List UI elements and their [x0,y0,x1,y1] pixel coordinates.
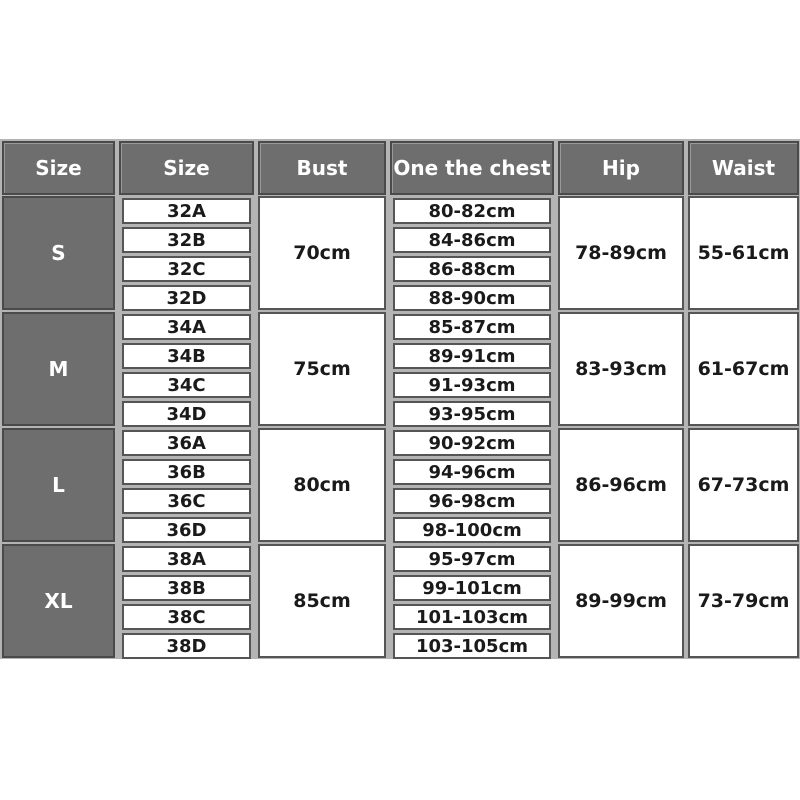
cup-size-cell: 34D [122,401,251,427]
header-chest: One the chest [390,141,554,195]
cup-size-cell: 38A [122,546,251,572]
cup-size-cell: 38B [122,575,251,601]
cup-size-cell: 34A [122,314,251,340]
cup-size-cell: 32C [122,256,251,282]
bust-cell: 75cm [258,312,386,426]
chest-cell: 95-97cm [393,546,551,572]
cup-size-cell: 32B [122,227,251,253]
chest-cell: 103-105cm [393,633,551,659]
chest-cell: 80-82cm [393,198,551,224]
cup-size-cell: 38C [122,604,251,630]
size-label: S [2,196,115,310]
hip-cell: 83-93cm [558,312,684,426]
cup-size-cell: 36D [122,517,251,543]
size-chart-table [0,139,800,659]
chest-cell: 84-86cm [393,227,551,253]
bust-cell: 80cm [258,428,386,542]
waist-cell: 67-73cm [688,428,799,542]
chest-cell: 90-92cm [393,430,551,456]
chest-cell: 85-87cm [393,314,551,340]
chest-cell: 93-95cm [393,401,551,427]
header-size: Size [2,141,115,195]
waist-cell: 61-67cm [688,312,799,426]
size-label: M [2,312,115,426]
chest-cell: 88-90cm [393,285,551,311]
waist-cell: 73-79cm [688,544,799,658]
size-label: XL [2,544,115,658]
cup-size-cell: 36B [122,459,251,485]
chest-cell: 89-91cm [393,343,551,369]
cup-size-cell: 36A [122,430,251,456]
chest-cell: 101-103cm [393,604,551,630]
cup-size-cell: 34B [122,343,251,369]
chest-cell: 91-93cm [393,372,551,398]
chest-cell: 99-101cm [393,575,551,601]
bust-cell: 85cm [258,544,386,658]
chest-cell: 96-98cm [393,488,551,514]
header-bust: Bust [258,141,386,195]
chest-cell: 86-88cm [393,256,551,282]
size-label: L [2,428,115,542]
cup-size-cell: 38D [122,633,251,659]
chest-cell: 98-100cm [393,517,551,543]
hip-cell: 86-96cm [558,428,684,542]
header-waist: Waist [688,141,799,195]
waist-cell: 55-61cm [688,196,799,310]
hip-cell: 89-99cm [558,544,684,658]
hip-cell: 78-89cm [558,196,684,310]
chest-cell: 94-96cm [393,459,551,485]
cup-size-cell: 32A [122,198,251,224]
cup-size-cell: 36C [122,488,251,514]
bust-cell: 70cm [258,196,386,310]
header-hip: Hip [558,141,684,195]
header-cup-size: Size [119,141,254,195]
cup-size-cell: 32D [122,285,251,311]
cup-size-cell: 34C [122,372,251,398]
